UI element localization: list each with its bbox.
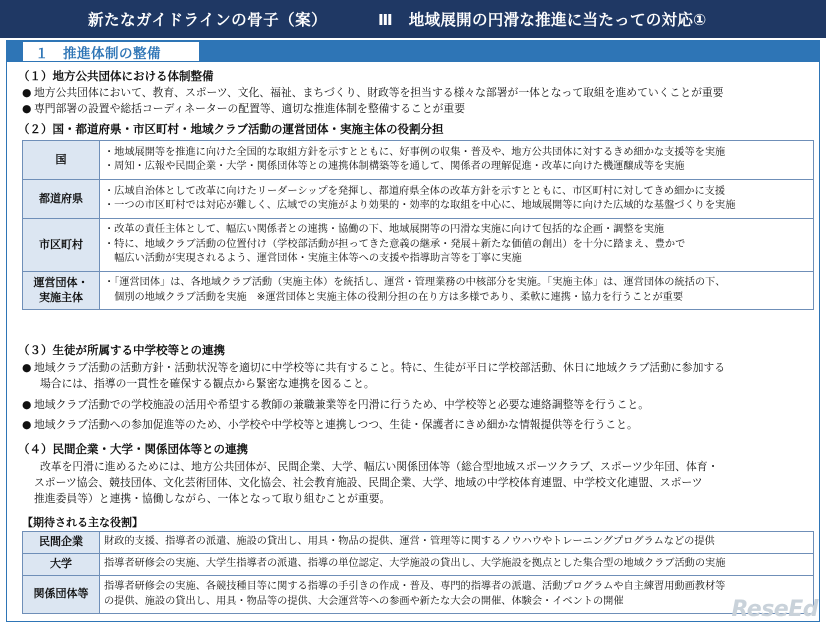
- s3-bullet-1: ● 地域クラブ活動の活動方針・活動状況等を適切に中学校等に共有すること。特に、生徒が平日に学校部活動、休日に地域クラブ活動に参加する: [22, 361, 725, 374]
- table-row: [23, 532, 814, 554]
- role-body-kigyo: 財政的支援、指導者の派遣、施設の貸出し、用具・物品の提供、運営・管理等に関するノウハウやトレーニングプログラムなどの提供: [100, 532, 814, 554]
- row-body-todofuken: ・広域自治体として改革に向けたリーダーシップを発揮し、都道府県全体の改革方針を示すとともに、市区町村に対してきめ細かに支援 ・一つの市区町村では対応が難しく、広域での実施がより効果的・効率的な取組を中心に、地域展開等に向けた広域的な基盤づくりを実施: [100, 180, 814, 219]
- role-body-dantai: 指導者研修会の実施、各競技種目等に関する指導の手引きの作成・普及、専門的指導者の派遣、活動プログラムや自主練習用動画教材等 の提供、施設の貸出し、用具・物品等の提供、大会運営等への参画や新たな大会の開催、体験会・イベントの開催: [100, 576, 814, 614]
- s4-para-2: スポーツ協会、競技団体、文化芸術団体、文化協会、社会教育施設、民間企業、大学、地域の中学校体育連盟、中学校文化連盟、スポーツ: [34, 476, 703, 489]
- s4-para-1: 改革を円滑に進めるためには、地方公共団体が、民間企業、大学、幅広い関係団体等（総合型地域スポーツクラブ、スポーツ少年団、体育・: [40, 460, 719, 473]
- role-label-daigaku: 大学: [23, 554, 100, 576]
- row-body-kuni: ・地域展開等を推進に向けた全国的な取組方針を示すとともに、好事例の収集・普及や、地方公共団体に対するきめ細かな支援等を実施 ・周知・広報や民間企業・大学・関係団体等との連携体制構築等を通して、関係者の理解促進・改革に向けた機運醸成等を実施: [100, 141, 814, 180]
- roles-title: 【期待される主な役割】: [22, 516, 143, 529]
- s3-bullet-2: ● 地域クラブ活動での学校施設の活用や希望する教師の兼職兼業等を円滑に行うため、中学校等と必要な連絡調整等を行うこと。: [22, 398, 649, 411]
- row-label-todofuken: 都道府県: [23, 180, 100, 219]
- table-row: [23, 219, 814, 272]
- table-row: [23, 180, 814, 219]
- page-header: [0, 0, 826, 38]
- row-label-shikuchoson: 市区町村: [23, 219, 100, 272]
- s1-bullet-1: ● 地方公共団体において、教育、スポーツ、文化、福祉、まちづくり、財政等を担当する様々な部署が一体となって取組を進めていくことが重要: [22, 86, 724, 99]
- role-label-kigyo: 民間企業: [23, 532, 100, 554]
- header-title: 新たなガイドラインの骨子（案）: [88, 11, 328, 29]
- roles-table: [22, 140, 814, 310]
- s3-bullet-3: ● 地域クラブ活動への参加促進等のため、小学校や中学校等と連携しつつ、生徒・保護者にきめ細かな情報提供等を行うこと。: [22, 418, 638, 431]
- header-subtitle: Ⅲ 地域展開の円滑な推進に当たっての対応①: [378, 11, 707, 29]
- s2-title: （２）国・都道府県・市区町村・地域クラブ活動の運営団体・実施主体の役割分担: [18, 122, 444, 136]
- section-bar: [6, 40, 820, 62]
- s3-bullet-1-cont: 場合には、指導の一貫性を確保する観点から緊密な連携を図ること。: [40, 377, 375, 390]
- role-body-daigaku: 指導者研修会の実施、大学生指導者の派遣、指導の単位認定、大学施設の貸出し、大学施設を拠点とした集合型の地域クラブ活動の実施: [100, 554, 814, 576]
- row-label-kuni: 国: [23, 141, 100, 180]
- row-label-unei: 運営団体・ 実施主体: [23, 272, 100, 310]
- s1-title: （１）地方公共団体における体制整備: [18, 69, 214, 83]
- watermark-logo: ReseEd: [731, 597, 818, 622]
- s1-bullet-2: ● 専門部署の設置や総括コーディネーターの配置等、適切な推進体制を整備することが重要: [22, 102, 466, 115]
- s3-title: （３）生徒が所属する中学校等との連携: [18, 343, 225, 357]
- s4-title: （４）民間企業・大学・関係団体等との連携: [18, 442, 248, 456]
- table-row: [23, 576, 814, 614]
- table-row: [23, 272, 814, 310]
- row-body-shikuchoson: ・改革の責任主体として、幅広い関係者との連携・協働の下、地域展開等の円滑な実施に向けて包括的な企画・調整を実施 ・特に、地域クラブ活動の位置付け（学校部活動が担ってきた意義の継承・発展＋新たな価値の創出）を十分に踏まえ、豊かで 幅広い活動が実現されるよう、運営団体・実施主体等への支援や指導助言等を丁寧に実施: [100, 219, 814, 272]
- section-label: １ 推進体制の整備: [22, 41, 200, 61]
- table-row: [23, 141, 814, 180]
- partners-table: [22, 531, 814, 614]
- s4-para-3: 推進委員等）と連携・協働しながら、一体となって取り組むことが重要。: [34, 492, 391, 505]
- row-body-unei: ・「運営団体」は、各地域クラブ活動（実施主体）を統括し、運営・管理業務の中核部分を実施。「実施主体」は、運営団体の統括の下、 個別の地域クラブ活動を実施 ※運営団体と実施主体の役割分担の在り方は多様であり、柔軟に連携・協力を行うことが重要: [100, 272, 814, 310]
- table-row: [23, 554, 814, 576]
- role-label-dantai: 関係団体等: [23, 576, 100, 614]
